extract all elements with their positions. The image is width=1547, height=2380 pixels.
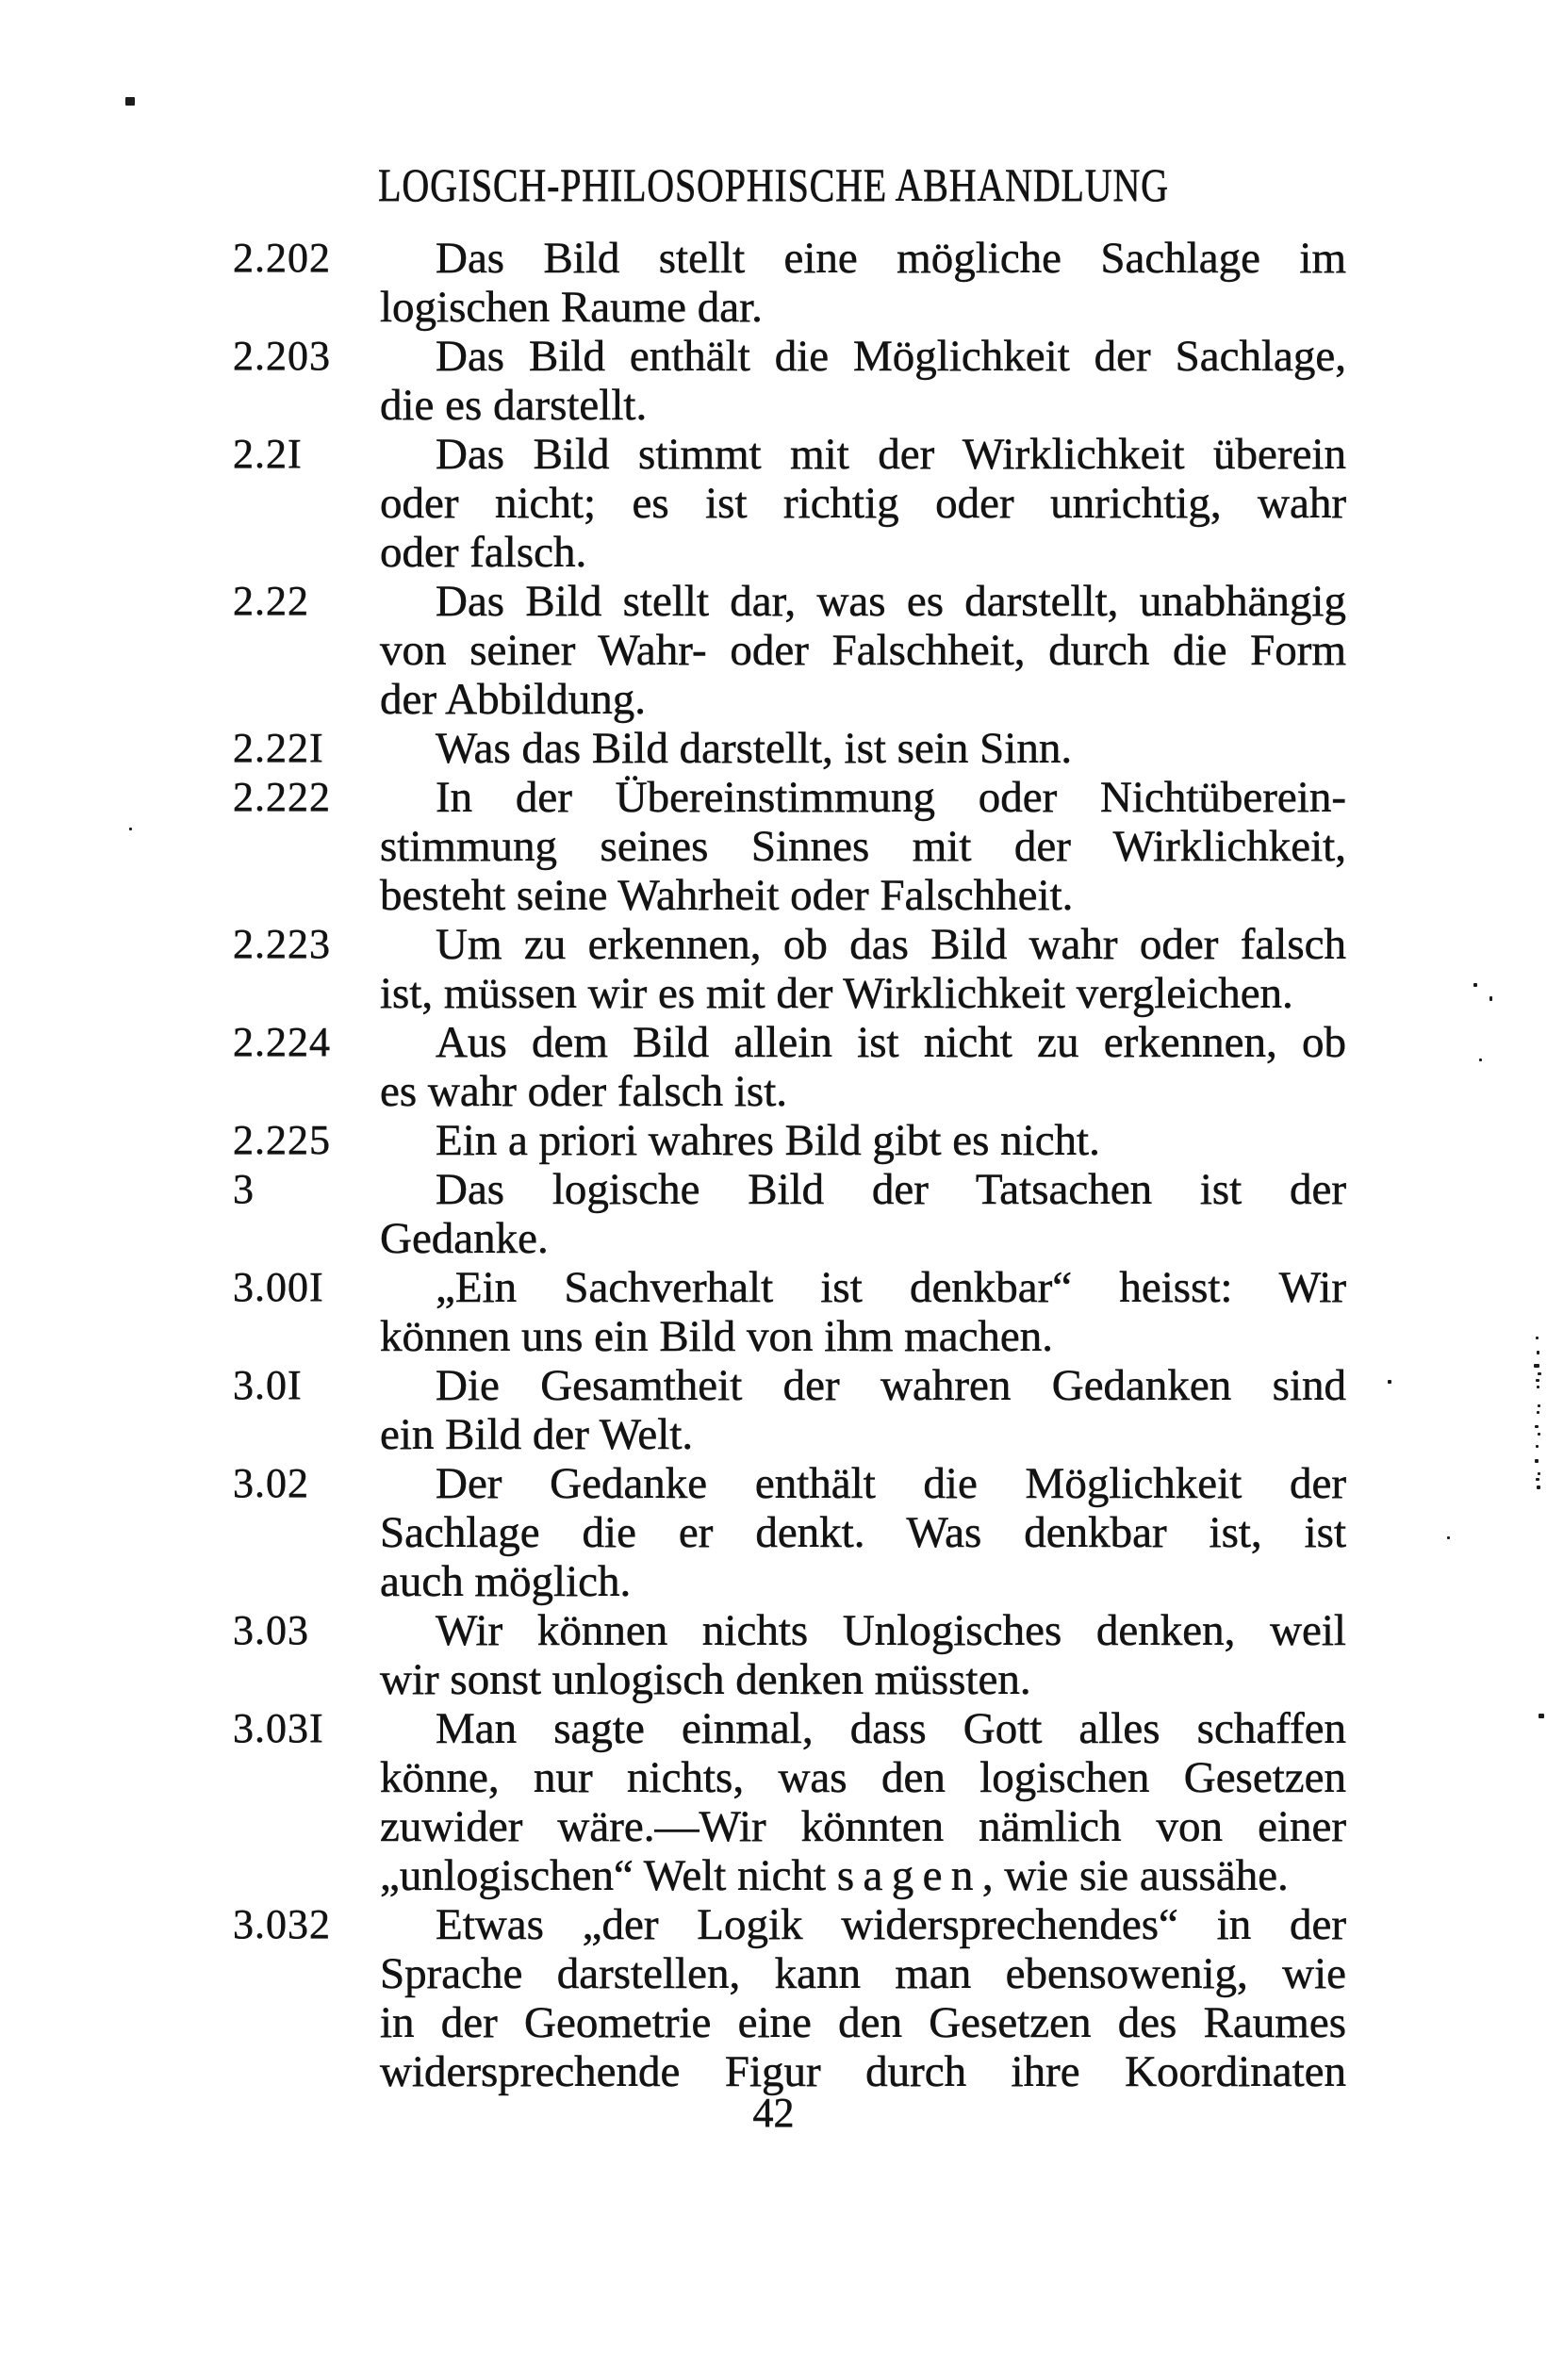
text-line: 3.03I Man sagte einmal, dass Gott alles schaffen xyxy=(233,1704,1346,1753)
scan-speck xyxy=(1536,1379,1539,1382)
text-line: von seiner Wahr- oder Falschheit, durch die Form xyxy=(380,626,1346,675)
proposition-number: 3.03I xyxy=(233,1705,324,1751)
scan-speck xyxy=(1537,1485,1540,1489)
text-line: in der Geometrie eine den Gesetzen des Raumes xyxy=(380,1998,1346,2047)
proposition-number: 3.00I xyxy=(233,1264,324,1310)
proposition-number: 3.03 xyxy=(233,1607,309,1653)
text-line: Sachlage die er denkt. Was denkbar ist, ist xyxy=(380,1508,1346,1557)
proposition-number: 2.223 xyxy=(233,921,331,967)
text-line: „unlogischen“ Welt nicht sagen, wie sie aussähe. xyxy=(380,1851,1289,1900)
scan-speck xyxy=(1537,1411,1539,1414)
scan-speck xyxy=(1537,1386,1539,1388)
proposition xyxy=(233,724,1346,773)
text-line: die es darstellt. xyxy=(380,381,648,430)
scan-speck xyxy=(1538,1404,1540,1407)
text-line: Gedanke. xyxy=(380,1214,549,1263)
text-line: 3.032 Etwas „der Logik widersprechendes“ in der xyxy=(233,1900,1346,1949)
scan-speck xyxy=(1536,1478,1539,1481)
text-line: zuwider wäre.—Wir könnten nämlich von einer xyxy=(380,1802,1346,1851)
proposition xyxy=(233,1900,1346,2096)
text-line: 2.203 Das Bild enthält die Möglichkeit der Sachlage, xyxy=(233,332,1346,381)
page-number: 42 xyxy=(752,2090,795,2136)
text-line: wir sonst unlogisch denken müssten. xyxy=(380,1655,1031,1704)
page-header: LOGISCH-PHILOSOPHISCHE ABHANDLUNG xyxy=(378,158,1169,211)
proposition-number: 3.02 xyxy=(233,1460,309,1506)
proposition-number: 2.22 xyxy=(233,578,309,624)
text-line: stimmung seines Sinnes mit der Wirklichkeit, xyxy=(380,822,1346,871)
text-line: Sprache darstellen, kann man ebensowenig, wie xyxy=(380,1949,1346,1998)
proposition xyxy=(233,773,1346,920)
text-line: oder nicht; es ist richtig oder unrichtig, wahr xyxy=(380,479,1346,528)
text-line: 2.222 In der Übereinstimmung oder Nichtüberein- xyxy=(233,773,1346,822)
scan-speck xyxy=(1538,1433,1540,1436)
scan-speck xyxy=(1538,1472,1540,1475)
scan-speck xyxy=(1539,1714,1544,1718)
scan-speck xyxy=(1538,1372,1541,1375)
scan-speck xyxy=(1479,1059,1482,1061)
proposition xyxy=(233,1018,1346,1116)
text-line: 2.224 Aus dem Bild allein ist nicht zu erkennen, ob xyxy=(233,1018,1346,1067)
text-line: auch möglich. xyxy=(380,1557,632,1606)
proposition xyxy=(233,920,1346,1018)
proposition xyxy=(233,332,1346,430)
proposition xyxy=(233,234,1346,332)
text-line: logischen Raume dar. xyxy=(380,283,763,332)
text-line: 2.22 Das Bild stellt dar, was es darstellt, unabhängig xyxy=(233,577,1346,626)
scan-speck xyxy=(1536,1337,1539,1339)
text-line: der Abbildung. xyxy=(380,675,646,724)
proposition-number: 3.0I xyxy=(233,1362,303,1408)
scan-speck xyxy=(1537,1351,1539,1354)
proposition-number: 2.202 xyxy=(233,235,331,281)
proposition-number: 2.225 xyxy=(233,1117,331,1163)
proposition-number: 2.222 xyxy=(233,774,331,820)
text-line: 3.03 Wir können nichts Unlogisches denken, weil xyxy=(233,1606,1346,1655)
proposition-number: 2.22I xyxy=(233,725,324,771)
propositions xyxy=(233,234,1346,2096)
text-line: 2.223 Um zu erkennen, ob das Bild wahr oder falsch xyxy=(233,920,1346,969)
proposition-number: 2.224 xyxy=(233,1019,331,1065)
text-line: 2.22I Was das Bild darstellt, ist sein Sinn. xyxy=(233,724,1073,773)
proposition xyxy=(233,1361,1346,1459)
text-line: 2.2I Das Bild stimmt mit der Wirklichkeit überein xyxy=(233,430,1346,479)
scan-speck xyxy=(125,97,135,106)
text-line: 2.225 Ein a priori wahres Bild gibt es nicht. xyxy=(233,1116,1100,1165)
proposition xyxy=(233,1165,1346,1263)
emphasized-word: sagen xyxy=(836,1851,982,1900)
text-line: besteht seine Wahrheit oder Falschheit. xyxy=(380,871,1074,920)
scan-speck xyxy=(1536,1445,1539,1448)
scan-speck xyxy=(129,828,132,830)
text-line: 3.0I Die Gesamtheit der wahren Gedanken sind xyxy=(233,1361,1346,1410)
text-line: ein Bild der Welt. xyxy=(380,1410,694,1459)
proposition-number: 3.032 xyxy=(233,1901,331,1947)
scan-speck xyxy=(1473,983,1477,987)
proposition xyxy=(233,430,1346,577)
text-line: 3.02 Der Gedanke enthält die Möglichkeit der xyxy=(233,1459,1346,1508)
scan-speck xyxy=(1535,1459,1539,1463)
text-line: ist, müssen wir es mit der Wirklichkeit vergleichen. xyxy=(380,969,1293,1018)
text-line: 3 Das logische Bild der Tatsachen ist der xyxy=(233,1165,1346,1214)
proposition xyxy=(233,1606,1346,1704)
proposition xyxy=(233,1704,1346,1900)
text-line: können uns ein Bild von ihm machen. xyxy=(380,1312,1054,1361)
proposition xyxy=(233,577,1346,724)
text-line: 2.202 Das Bild stellt eine mögliche Sachlage im xyxy=(233,234,1346,283)
proposition xyxy=(233,1459,1346,1606)
text-line: es wahr oder falsch ist. xyxy=(380,1067,787,1116)
scan-speck xyxy=(1535,1425,1539,1428)
scan-speck xyxy=(1388,1380,1391,1384)
proposition-number: 3 xyxy=(233,1166,255,1212)
text-line: oder falsch. xyxy=(380,528,587,577)
proposition xyxy=(233,1116,1346,1165)
scan-speck xyxy=(1447,1536,1450,1539)
proposition-number: 2.2I xyxy=(233,431,303,477)
text-line: 3.00I „Ein Sachverhalt ist denkbar“ heisst: Wir xyxy=(233,1263,1346,1312)
proposition-number: 2.203 xyxy=(233,333,331,379)
proposition xyxy=(233,1263,1346,1361)
scan-speck xyxy=(1489,996,1492,1001)
text-line: könne, nur nichts, was den logischen Gesetzen xyxy=(380,1753,1346,1802)
text-line: widersprechende Figur durch ihre Koordinaten xyxy=(380,2047,1346,2096)
scan-speck xyxy=(1534,1364,1539,1368)
